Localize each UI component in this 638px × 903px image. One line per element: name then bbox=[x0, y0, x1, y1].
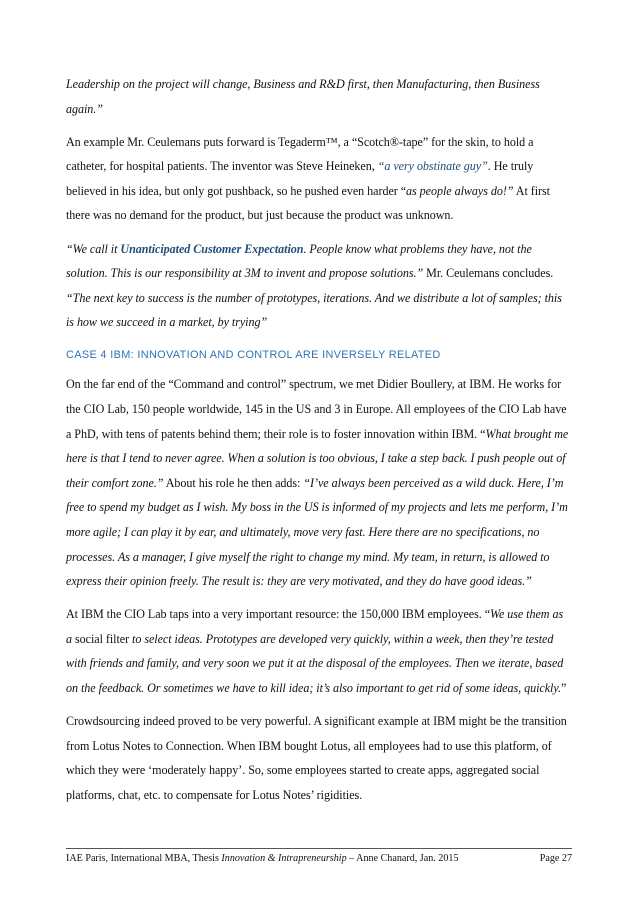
paragraph-1 bbox=[66, 72, 572, 121]
body-text: . He truly believed in his idea, but only got pushback, so he pushed even harder “ bbox=[66, 159, 534, 198]
body-text: An example Mr. Ceulemans puts forward is Tegaderm™, a “Scotch®-tape” for the skin, to hold a catheter, for hospital patients. The inventor was Steve Heineken, bbox=[66, 134, 534, 174]
body-text: At first there was no demand for the product, but just because the product was unknown. bbox=[66, 183, 550, 223]
paragraph-5 bbox=[66, 602, 572, 700]
quote-text: Leadership on the project will change, Business and R&D first, then Manufacturing, then Business again.” bbox=[66, 77, 540, 116]
quote-text: “We call it bbox=[66, 241, 121, 256]
paragraph-6 bbox=[66, 709, 572, 807]
quote-text: “The next key to success is the number of prototypes, iterations. And we distribute a lot of samples; this is how we succeed in a market, by trying” bbox=[66, 290, 562, 330]
quote-text: as people always do!” bbox=[406, 183, 514, 198]
quote-text: What brought me here is that I tend to never agree. When a solution is too obvious, I take a step back. I push people out of their comfort zone.” bbox=[66, 426, 569, 490]
quote-text: . People know what problems they have, not the solution. This is our responsibility at 3M to invent and propose solutions.” bbox=[66, 241, 532, 281]
page-footer bbox=[66, 848, 572, 866]
body-text: About his role he then adds: bbox=[163, 475, 304, 490]
paragraph-4 bbox=[66, 372, 572, 593]
paragraph-2 bbox=[66, 130, 572, 228]
body-text: At IBM the CIO Lab taps into a very important resource: the 150,000 IBM employees. “ bbox=[66, 607, 491, 622]
quote-text: “I’ve always been perceived as a wild duck. Here, I’m free to spend my budget as I wish. My boss in the US is informed of my projects and lets me perform, I’m more agile; I can play it by ear, and ultimately, move very fast. Here there are no specifications, no processes. As a manager, I give myself the right to change my mind. My team, in return, is allowed to express their opinion freely. The result is: they are very motivated, and they do have good ideas.” bbox=[66, 475, 568, 589]
section-heading: CASE 4 IBM: INNOVATION AND CONTROL ARE INVERSELY RELATED bbox=[66, 349, 441, 362]
page-body bbox=[66, 72, 572, 816]
quote-text: We use them as a bbox=[66, 607, 564, 646]
page-number: Page 27 bbox=[539, 853, 572, 864]
quote-text: “a very obstinate guy” bbox=[377, 159, 488, 174]
paragraph-3 bbox=[66, 237, 572, 335]
body-text: Mr. Ceulemans concludes. bbox=[423, 266, 554, 281]
footer-prefix: IAE Paris, International MBA, Thesis bbox=[66, 853, 222, 864]
body-text: Crowdsourcing indeed proved to be very powerful. A significant example at IBM might be the transition from Lotus Notes to Connection. When IBM bought Lotus, all employees had to use this platform, of which they were ‘moderately happy’. So, some employees started to create apps, aggregated social platforms, chat, etc. to compensate for Lotus Notes’ rigidities. bbox=[66, 714, 567, 802]
footer-suffix: – Anne Chanard, Jan. 2015 bbox=[346, 853, 459, 864]
body-text: On the far end of the “Command and control” spectrum, we met Didier Boullery, at IBM. He works for the CIO Lab, 150 people worldwide, 145 in the US and 3 in Europe. All employees of the CIO Lab have a PhD, with tens of patents behind them; their role is to foster innovation within IBM. “ bbox=[66, 377, 567, 441]
quote-text: to select ideas. Prototypes are developed very quickly, within a week, then they’re tested with friends and family, and very soon we put it at the disposal of the employees. Then we iterate, based on the feedback. Or sometimes we have to kill idea; it’s also important to get rid of some ideas, quickly. bbox=[66, 631, 564, 696]
footer-citation bbox=[66, 852, 459, 866]
body-text: ” bbox=[560, 681, 567, 696]
body-text: social filter bbox=[72, 631, 133, 646]
emphasis-term: Unanticipated Customer Expectation bbox=[120, 241, 304, 256]
footer-title: Innovation & Intrapreneurship bbox=[221, 853, 347, 864]
